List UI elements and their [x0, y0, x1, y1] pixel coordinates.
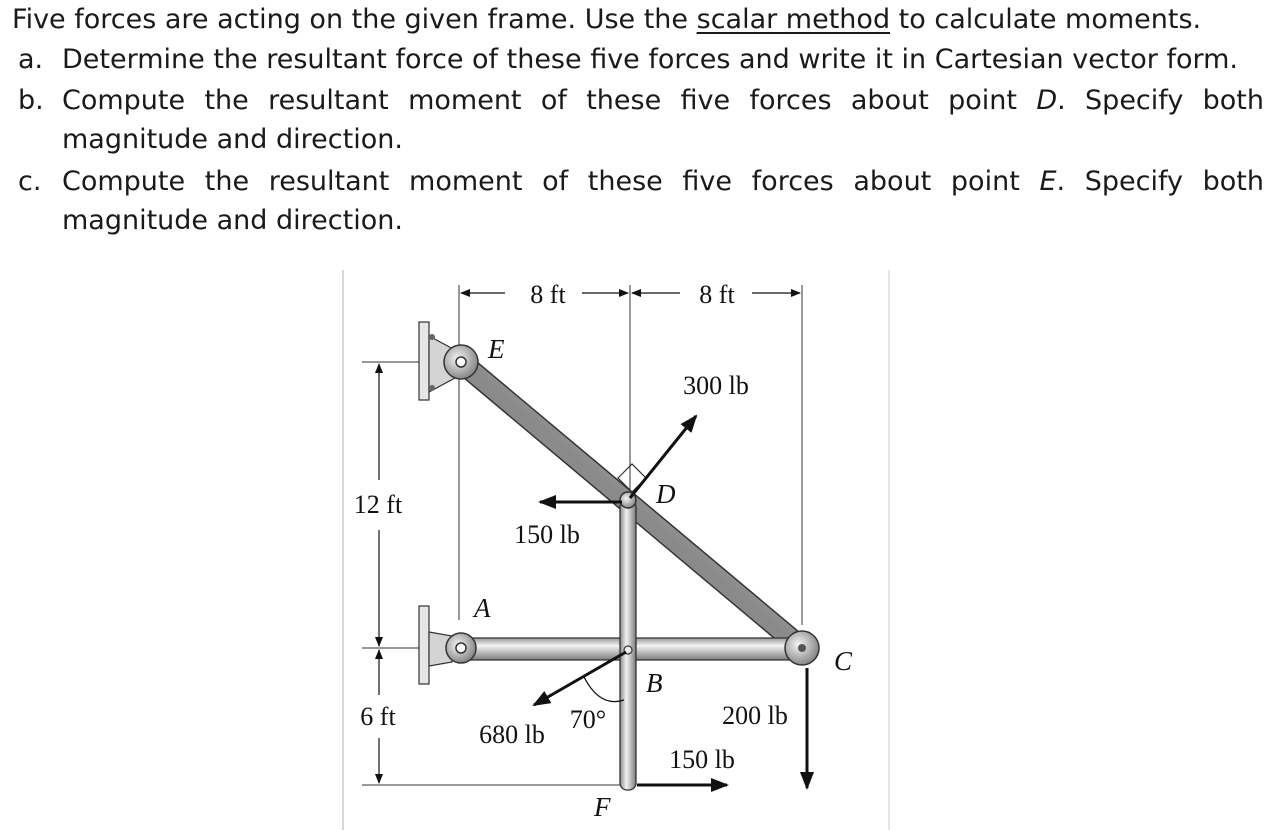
- point-label-a: A: [474, 593, 491, 623]
- part-b-point: D: [1036, 85, 1058, 116]
- part-a-letter: a.: [18, 44, 44, 75]
- force-label-150-right: 150 lb: [669, 745, 735, 774]
- pin-e-hole: [456, 357, 466, 367]
- force-label-300: 300 lb: [683, 371, 749, 400]
- force-label-680: 680 lb: [479, 720, 545, 749]
- force-label-150-left: 150 lb: [514, 520, 580, 549]
- part-c-line2: magnitude and direction.: [62, 205, 403, 236]
- point-label-b: B: [646, 668, 663, 698]
- scalar-method-link: scalar method: [696, 4, 891, 35]
- part-c-text: Compute the resultant moment of these five forces about point: [62, 166, 1040, 197]
- intro-text-end: to calculate moments.: [890, 4, 1202, 35]
- dim-label-12ft: 12 ft: [353, 490, 403, 519]
- part-c-text-end: . Specify both: [1056, 166, 1264, 197]
- dim-label-6ft: 6 ft: [360, 702, 396, 731]
- part-a-text: Determine the resultant force of these five forces and write it in Cartesian vector form.: [62, 44, 1238, 75]
- dim-label-8ft-left: 8 ft: [530, 280, 566, 309]
- part-b-letter: b.: [18, 85, 44, 116]
- point-label-e: E: [488, 334, 505, 364]
- part-c-letter: c.: [18, 166, 42, 197]
- pin-c-center: [798, 644, 806, 652]
- dim-label-8ft-right: 8 ft: [699, 280, 735, 309]
- force-label-200: 200 lb: [722, 701, 788, 730]
- part-b-line2: magnitude and direction.: [62, 124, 403, 155]
- point-label-f: F: [594, 792, 611, 822]
- member-df: [620, 500, 636, 790]
- angle-arc: [584, 677, 624, 702]
- intro-text: Five forces are acting on the given frame. Use the: [12, 4, 697, 35]
- part-b-text: Compute the resultant moment of these five forces about point: [62, 85, 1037, 116]
- part-b-text-end: . Specify both: [1057, 85, 1264, 116]
- point-label-d: D: [656, 479, 676, 509]
- angle-label-70: 70°: [569, 705, 607, 734]
- point-label-c: C: [834, 646, 853, 676]
- part-c-point: E: [1039, 166, 1057, 197]
- pin-a-hole: [456, 643, 466, 653]
